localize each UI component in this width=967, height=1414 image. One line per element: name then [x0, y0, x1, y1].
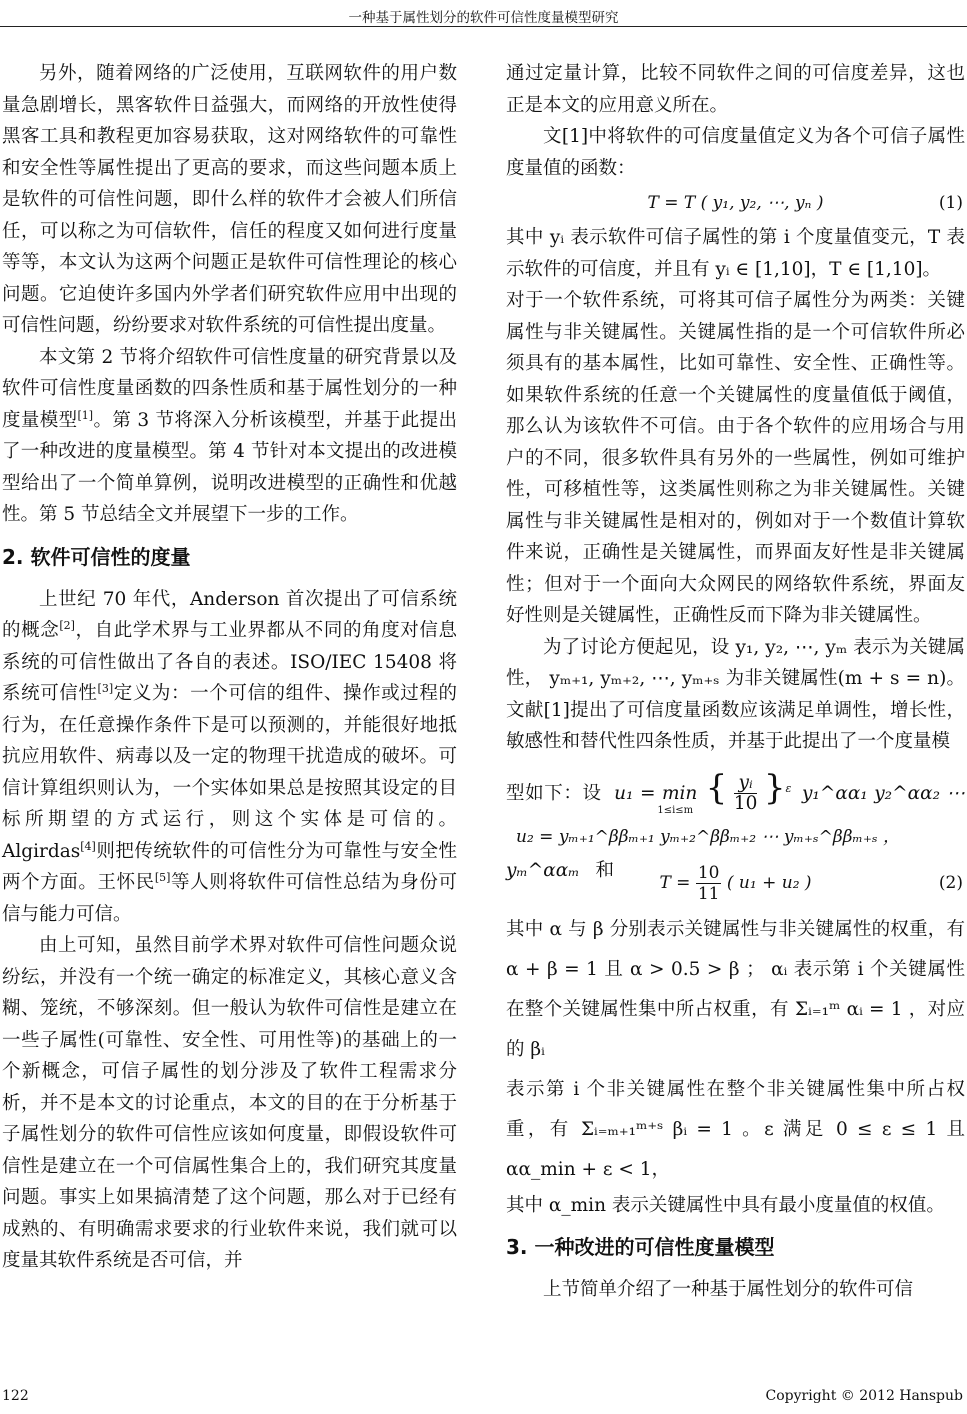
equation-u2: u₂ = yₘ₊₁^ββₘ₊₁ yₘ₊₂^ββₘ₊₂ ⋯ yₘ₊ₛ^ββₘ₊ₛ ，: [516, 826, 901, 847]
citation: [3]: [97, 681, 114, 695]
equation-number: (2): [938, 872, 963, 893]
citation: [4]: [80, 839, 96, 853]
paragraph: 表示第 i 个非关键属性在整个非关键属性集中所占权重，有 Σᵢ₌ₘ₊₁ᵐ⁺ˢ βᵢ = 1 。ε 满足 0 ≤ ε ≤ 1 且 αα_min + ε < 1，: [506, 1078, 965, 1180]
paragraph: 另外，随着网络的广泛使用，互联网软件的用户数量急剧增长，黑客软件日益强大，而网络的开放性使得黑客工具和教程更加容易获取，这对网络软件的可靠性和安全性等属性提出了更高的要求，而这些问题本质上是软件的可信性问题，即什么样的软件才会被人们所信任，可以称之为可信软件，信任的程度又如何进行度量等等，本文认为这两个问题正是软件可信性理论的核心问题。它迫使许多国内外学者们研究软件应用中出现的可信性问题，纷纷要求对软件系统的可信性提出度量。: [2, 63, 457, 336]
equation-number: (1): [938, 193, 963, 213]
paragraph: 为了讨论方便起见，设 y₁, y₂, ⋯, yₘ 表示为关键属性， yₘ₊₁, yₘ₊₂, ⋯, yₘ₊ₛ 为非关键属性(m + s = n)。文献[1]提出了可信度量函数应该满足单调性，增长性，敏感性和替代性四条性质，并基于此提出了一个度量模: [506, 636, 965, 752]
section-heading: 3. 一种改进的可信性度量模型: [506, 1235, 775, 1259]
paragraph: 上世纪 70 年代，Anderson 首次提出了可信系统的概念[2]，自此学术界与工业界都从不同的角度对信息系统的可信性做出了各自的表述。ISO/IEC 15408 将系统可信性[3]定义为：一个可信的组件、操作或过程的行为，在任意操作条件下是可以预测的，并能很好地抵抗应用软件、病毒以及一定的物理干扰造成的破坏。可信计算组织则认为，一个实体如果总是按照其设定的目标所期望的方式运行，则这个实体是可信的。Algirdas[4]则把传统软件的可信性分为可靠性与安全性两个方面。王怀民[5]等人则将软件可信性总结为身份可信与能力可信。: [2, 588, 457, 925]
equation-1: T = T ( y₁, y₂, ⋯, yₙ ) (1): [506, 184, 965, 222]
paragraph: 其中 α 与 β 分别表示关键属性与非关键属性的权重，有 α + β = 1 且 α > 0.5 > β ； αᵢ 表示第 i 个关键属性在整个关键属性集中所占权重，有 Σᵢ₌₁ᵐ αᵢ = 1 ，对应的 βᵢ: [506, 918, 965, 1060]
citation: [2]: [59, 618, 75, 632]
paragraph: 文[1]中将软件的可信度量值定义为各个可信子属性度量值的函数：: [506, 126, 965, 179]
right-column: [506, 58, 965, 1306]
left-column: [2, 58, 457, 1277]
citation: [5]: [154, 870, 171, 884]
paragraph: 由上可知，虽然目前学术界对软件可信性问题众说纷纭，并没有一个统一确定的标准定义，其核心意义含糊、笼统，不够深刻。但一般认为软件可信性是建立在一些子属性(可靠性、安全性、可用性等)的基础上的一个新概念，可信子属性的划分涉及了软件工程需求分析，并不是本文的讨论重点，本文的目的在于分析基于子属性划分的软件可信性应该如何度量，即假设软件可信性是建立在一个可信属性集合上的，我们研究其度量问题。事实上如果搞清楚了这个问题，那么对于已经有成熟的、有明确需求要求的行业软件来说，我们就可以度量其软件系统是否可信，并: [2, 935, 457, 1271]
paragraph: 对于一个软件系统，可将其可信子属性分为两类：关键属性与非关键属性。关键属性指的是一个可信软件所必须具有的基本属性，比如可靠性、安全性、正确性等。如果软件系统的任意一个关键属性的度量值低于阈值，那么认为该软件不可信。由于各个软件的应用场合与用户的不同，很多软件具有另外的一些属性，例如可维护性，可移植性等，这类属性则称之为非关键属性。关键属性与非关键属性是相对的，例如对于一个数值计算软件来说，正确性是关键属性，而界面友好性是非关键属性；但对于一个面向大众网民的网络软件系统，界面友好性则是关键属性，正确性反而下降为非关键属性。: [506, 290, 965, 626]
section-heading: 2. 软件可信性的度量: [2, 544, 191, 569]
equation-2: T = $\frac{10}{11}$ ( u₁ + u₂ ) (2): [506, 856, 965, 910]
equation-u1: 型如下：设 $u_1 = \min_{1\le i\le m}$ { $\frac{\text{yᵢ}}{10}$ }$^\varepsilon$ y₁^αα₁ y₂^αα₂ ⋯ yₘ^ααₘ 和: [506, 767, 965, 881]
paragraph: 其中 yᵢ 表示软件可信子属性的第 i 个度量值变元，T 表示软件的可信度，并且有 yᵢ ∈ [1,10]，T ∈ [1,10]。: [506, 227, 965, 280]
paragraph: 其中 α_min 表示关键属性中具有最小度量值的权值。: [506, 1194, 945, 1216]
paragraph: 本文第 2 节将介绍软件可信性度量的研究背景以及软件可信性度量函数的四条性质和基于属性划分的一种度量模型[1]。第 3 节将深入分析该模型，并基于此提出了一种改进的度量模型。第 4 节针对本文提出的改进模型给出了一个简单算例，说明改进模型的正确性和优越性。第 5 节总结全文并展望下一步的工作。: [2, 346, 457, 525]
running-header: 一种基于属性划分的软件可信性度量模型研究: [348, 10, 619, 26]
citation: [1]: [77, 408, 94, 422]
header-rule: [0, 26, 967, 27]
paragraph: 上节简单介绍了一种基于属性划分的软件可信: [543, 1279, 914, 1300]
page-number: 122: [2, 1388, 29, 1404]
copyright-notice: Copyright © 2012 Hanspub: [765, 1388, 963, 1404]
paragraph: 通过定量计算，比较不同软件之间的可信度差异，这也正是本文的应用意义所在。: [506, 63, 965, 116]
